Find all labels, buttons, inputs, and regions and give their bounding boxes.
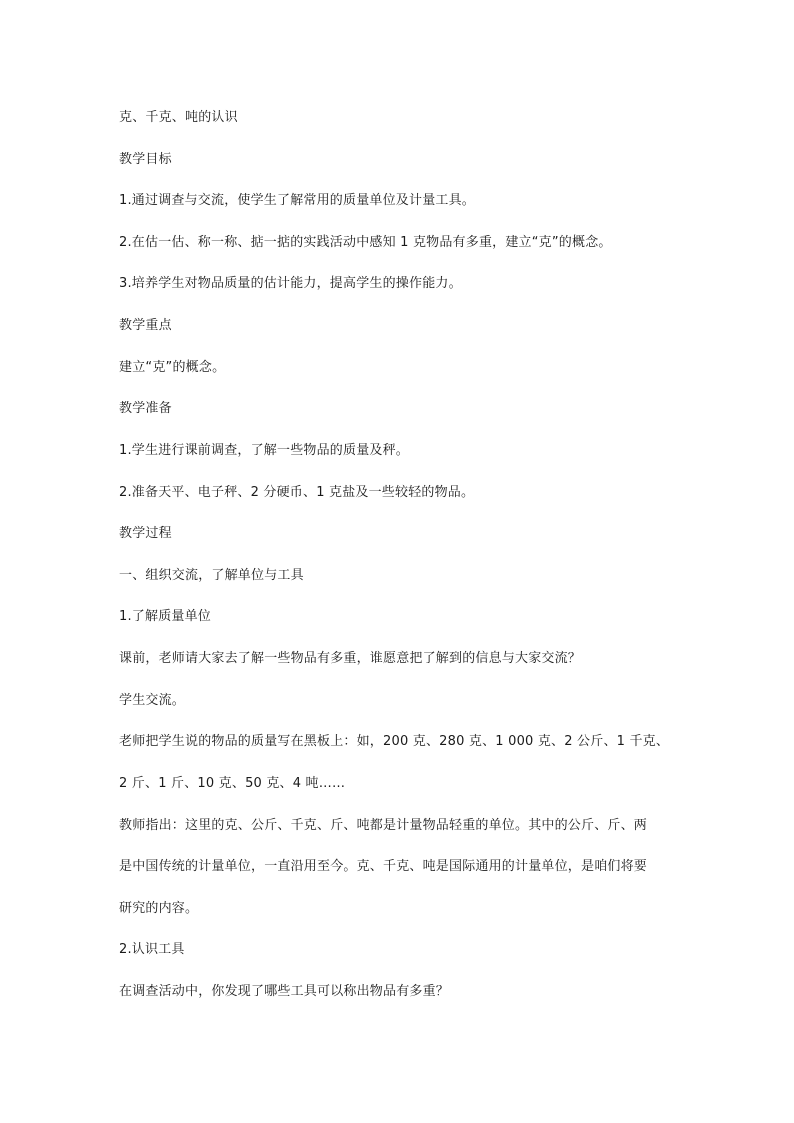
section-1-heading: 一、组织交流，了解单位与工具 [119, 568, 304, 583]
objective-2: 2.在估一估、称一称、掂一掂的实践活动中感知 1 克物品有多重，建立“克”的概念。 [119, 235, 612, 250]
key-point: 建立“克”的概念。 [119, 360, 226, 375]
preparation-2: 2.准备天平、电子秤、2 分硬币、1 克盐及一些较轻的物品。 [119, 485, 475, 500]
paragraph-tools-question: 在调查活动中，你发现了哪些工具可以称出物品有多重？ [119, 984, 450, 999]
document-title: 克、千克、吨的认识 [119, 110, 238, 125]
heading-objectives: 教学目标 [119, 152, 172, 167]
objective-1: 1.通过调查与交流，使学生了解常用的质量单位及计量工具。 [119, 193, 476, 208]
paragraph-board-line-2: 2 斤、1 斤、10 克、50 克、4 吨…… [119, 776, 346, 791]
heading-process: 教学过程 [119, 526, 172, 541]
paragraph-teacher-point-line-3: 研究的内容。 [119, 901, 199, 916]
heading-preparation: 教学准备 [119, 401, 172, 416]
paragraph-teacher-question: 课前，老师请大家去了解一些物品有多重，谁愿意把了解到的信息与大家交流？ [119, 651, 582, 666]
step-1-heading: 1.了解质量单位 [119, 609, 212, 624]
paragraph-teacher-point-line-1: 教师指出：这里的克、公斤、千克、斤、吨都是计量物品轻重的单位。其中的公斤、斤、两 [119, 818, 648, 833]
step-2-heading: 2.认识工具 [119, 942, 185, 957]
paragraph-student-exchange: 学生交流。 [119, 693, 186, 708]
paragraph-teacher-point-line-2: 是中国传统的计量单位，一直沿用至今。克、千克、吨是国际通用的计量单位，是咱们将要 [119, 859, 648, 874]
paragraph-board-line-1: 老师把学生说的物品的质量写在黑板上：如，200 克、280 克、1 000 克、2 公斤、1 千克、 [119, 734, 670, 749]
preparation-1: 1.学生进行课前调查，了解一些物品的质量及秤。 [119, 443, 410, 458]
objective-3: 3.培养学生对物品质量的估计能力，提高学生的操作能力。 [119, 276, 462, 291]
heading-key-points: 教学重点 [119, 318, 172, 333]
